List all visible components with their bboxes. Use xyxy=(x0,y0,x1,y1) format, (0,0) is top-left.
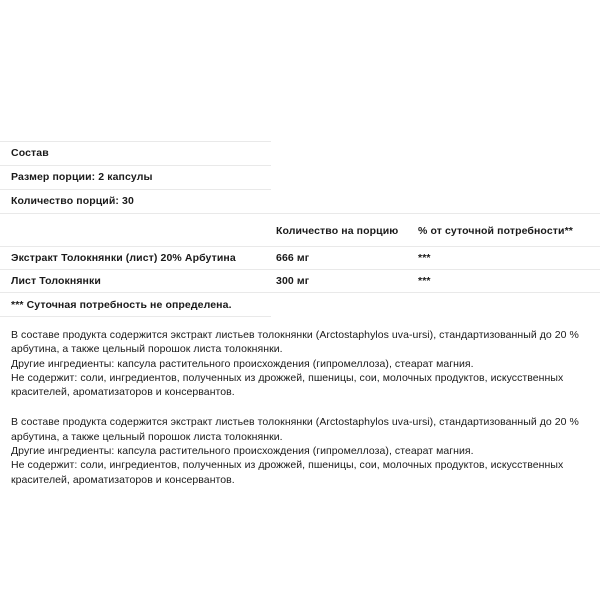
description-block xyxy=(0,328,600,399)
table-header-row xyxy=(0,214,600,247)
header-nutrient-name xyxy=(0,214,276,247)
description-line: Не содержит: соли, ингредиентов, полученных из дрожжей, пшеницы, сои, молочных продуктов, искусственных красителей, ароматизаторов и консервантов. xyxy=(11,371,564,399)
description-line: Другие ингредиенты: капсула растительного происхождения (гипромеллоза), стеарат магния. xyxy=(11,357,474,370)
description-line: Другие ингредиенты: капсула растительного происхождения (гипромеллоза), стеарат магния. xyxy=(11,445,474,458)
description-line: В составе продукта содержится экстракт листьев толокнянки (Arctostaphylos uva-ursi), стандартизованный до 20 % арбутина, а также цельный порошок листа толокнянки. xyxy=(11,329,579,356)
daily-value-footnote: *** Суточная потребность не определена. xyxy=(11,298,232,311)
header-amount-per-serving: Количество на порцию xyxy=(276,225,399,237)
servings-per-container-label: Количество порций: 30 xyxy=(11,195,134,208)
divider-below-footnote xyxy=(0,316,271,317)
serving-size-label: Размер порции: 2 капсулы xyxy=(11,171,153,184)
header-daily-value: % от суточной потребности** xyxy=(418,225,573,237)
nutrient-name: Лист Толокнянки xyxy=(0,270,276,293)
nutrient-amount: 300 мг xyxy=(276,270,418,293)
description-blocks xyxy=(0,328,600,487)
nutrient-daily-value: *** xyxy=(418,247,600,270)
info-row-composition xyxy=(0,142,600,165)
info-row-serving-size xyxy=(0,166,600,189)
description-line: В составе продукта содержится экстракт листьев толокнянки (Arctostaphylos uva-ursi), стандартизованный до 20 % арбутина, а также цельный порошок листа толокнянки. xyxy=(11,416,579,443)
composition-label: Состав xyxy=(11,147,49,160)
nutrient-daily-value: *** xyxy=(418,270,600,293)
table-row xyxy=(0,247,600,270)
description-block xyxy=(0,415,600,486)
info-row-servings-per-container xyxy=(0,190,600,213)
nutrient-name: Экстракт Толокнянки (лист) 20% Арбутина xyxy=(0,247,276,270)
nutrient-table xyxy=(0,214,600,293)
description-line: Не содержит: соли, ингредиентов, полученных из дрожжей, пшеницы, сои, молочных продуктов, искусственных красителей, ароматизаторов и консервантов. xyxy=(11,459,564,486)
nutrient-amount: 666 мг xyxy=(276,247,418,270)
supplement-facts-panel xyxy=(0,141,600,487)
table-row xyxy=(0,270,600,293)
daily-value-footnote-row xyxy=(0,293,600,316)
